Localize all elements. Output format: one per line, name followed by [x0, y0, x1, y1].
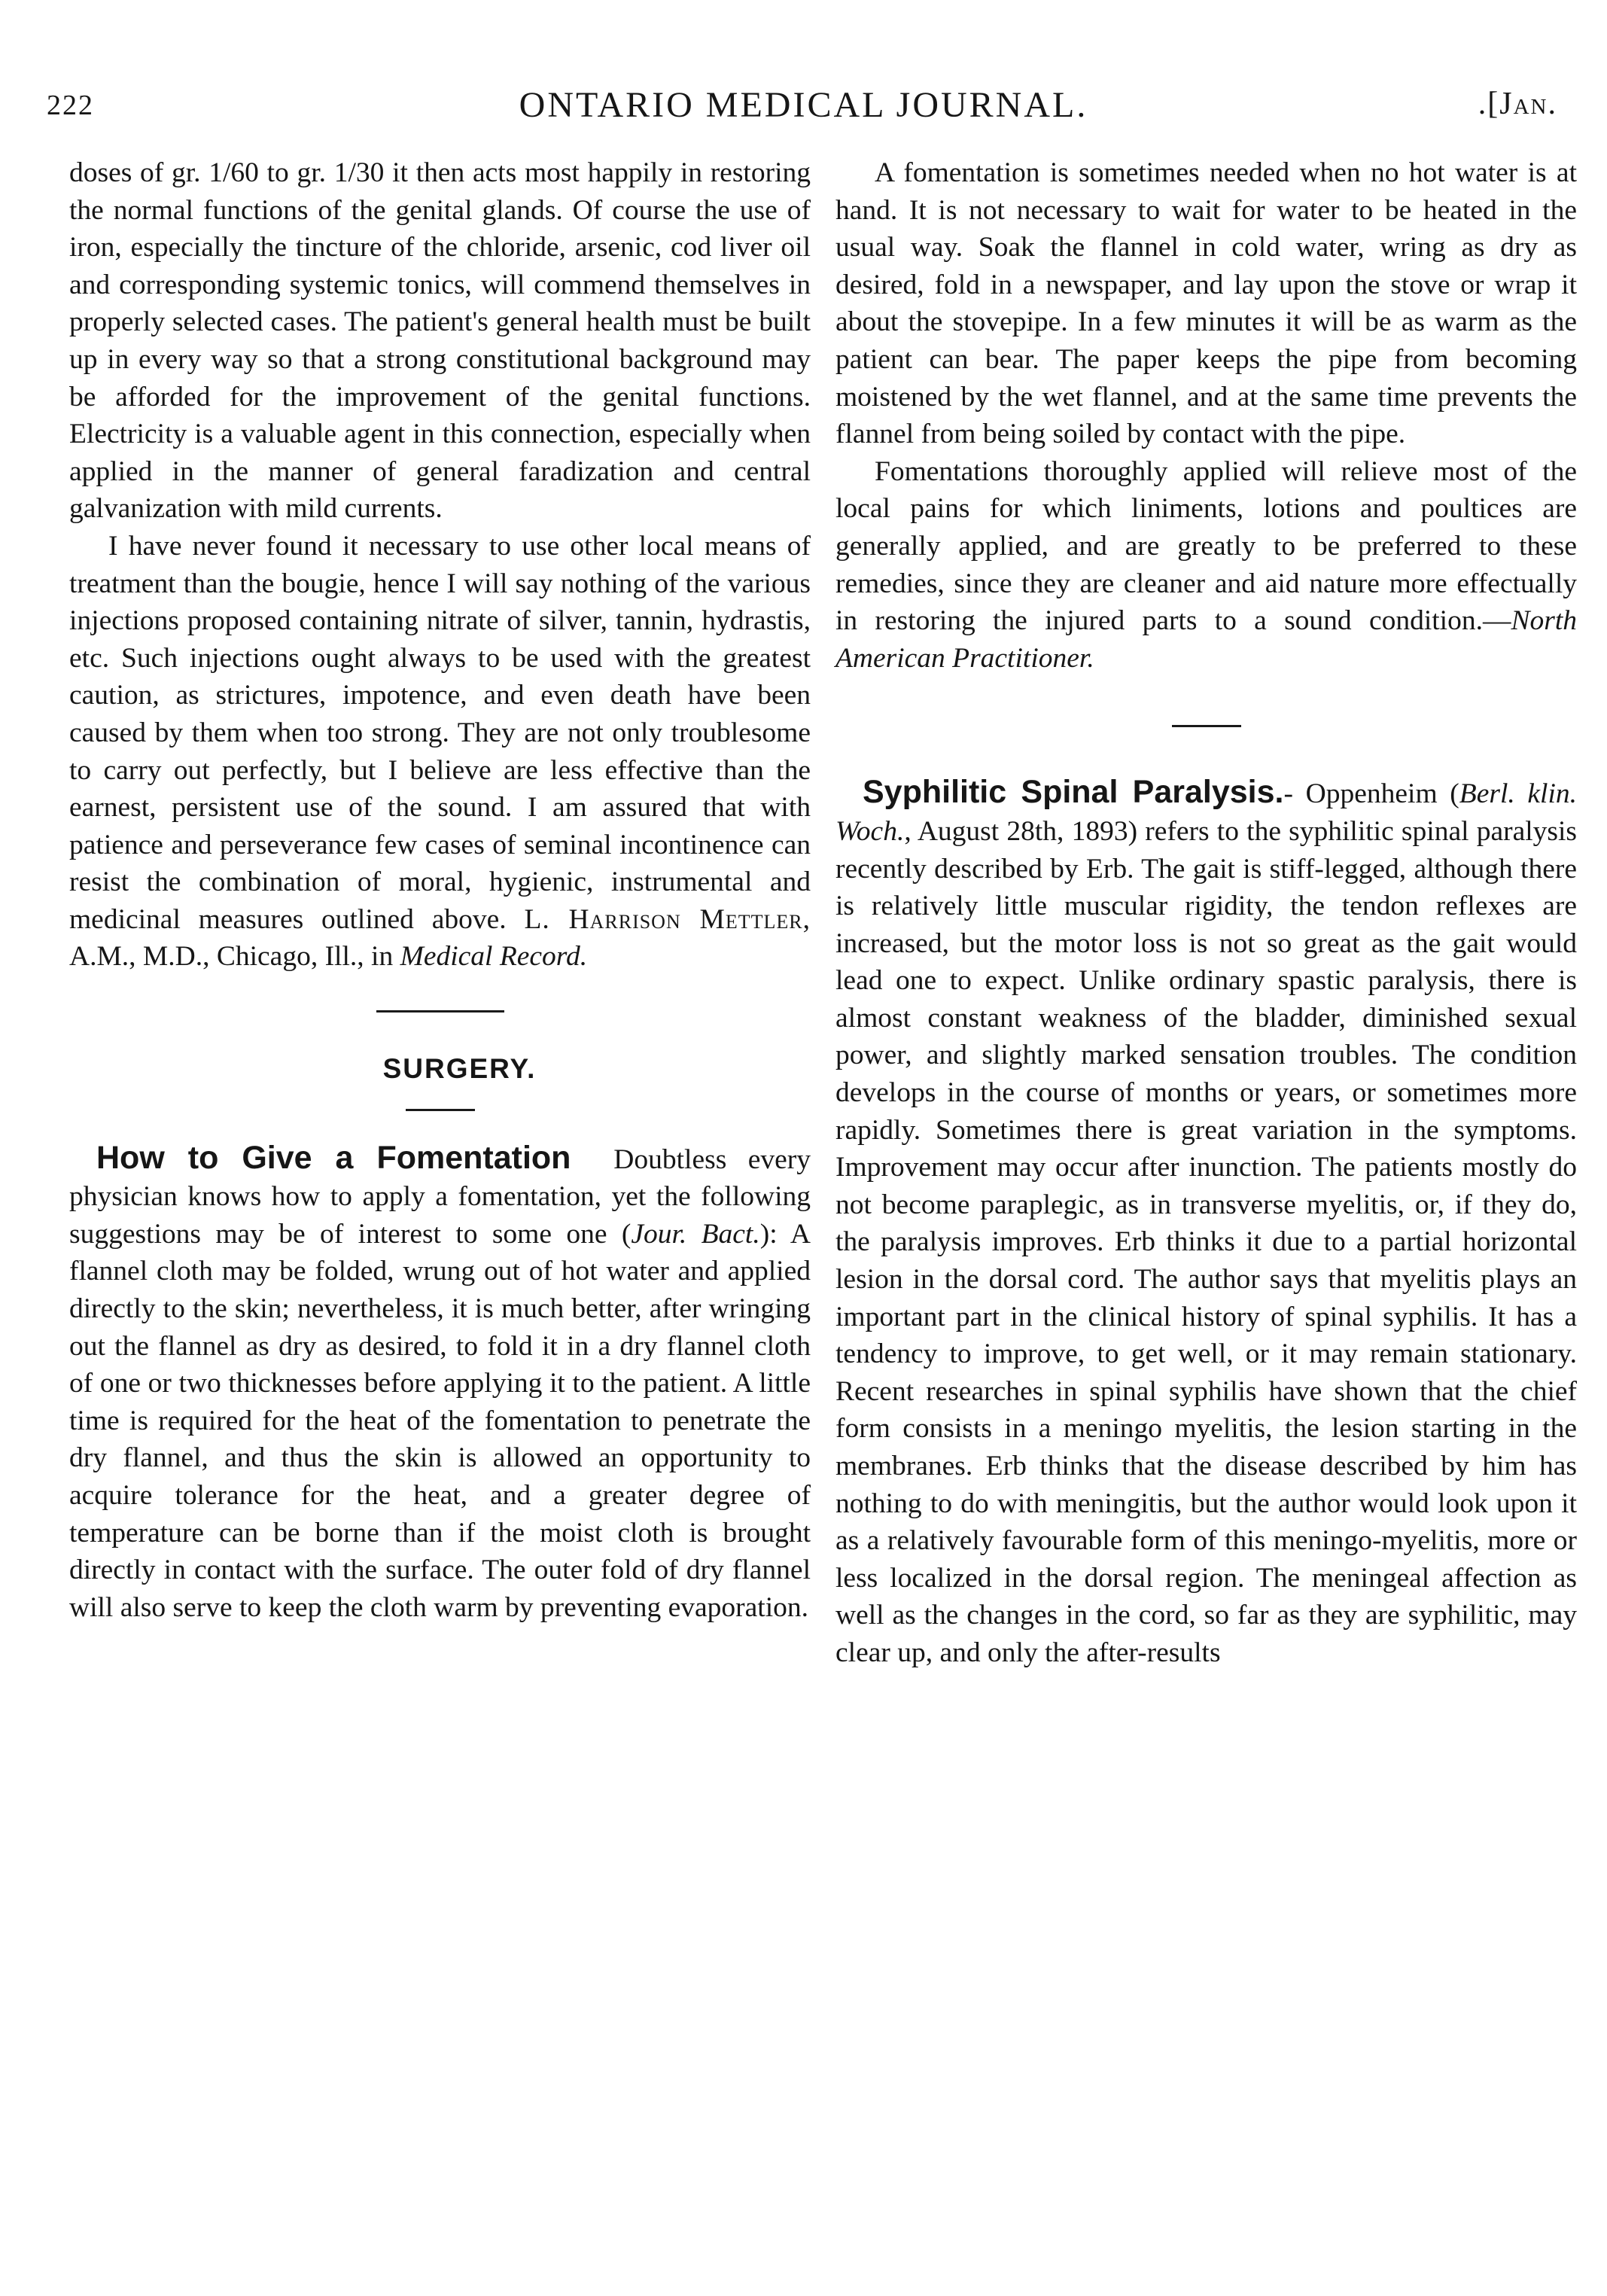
article-author: L. Harrison Mettler, [524, 903, 811, 935]
right-paragraph-1: A fomentation is sometimes needed when no hot water is at hand. It is not necessary to wait for water to be heated in the usual way. Soak the flannel in cold water, wring as dry as desired, fold in a newspaper, and lay upon the stove or wrap it about the stovepipe. In a few minutes it will be as warm as the patient can bear. The paper keeps the pipe from becoming moistened by the wet flannel, and at the same time prevents the flannel from being soiled by contact with the pipe. [835, 157, 1577, 450]
running-header [0, 84, 1607, 129]
article-title: Syphilitic Spinal Paralysis. [863, 774, 1284, 811]
source-citation: Medical Record. [400, 941, 588, 973]
source-citation: North American Practitioner. [835, 605, 1577, 674]
article-lead: - Oppenheim ( [1283, 778, 1459, 810]
author-credit: A.M., M.D., Chicago, Ill., in [69, 941, 394, 973]
right-column [835, 154, 1577, 1672]
divider-rule [376, 1010, 504, 1012]
article-paragraph [69, 1140, 811, 1627]
article-text: ): A flannel cloth may be folded, wrung out of hot water and applied directly to the skin; nevertheless, it is much better, after wringing out the flannel as dry as desired, to fold it in a dry flannel cloth of one or two thicknesses before applying it to the patient. A little time is required for the heat of the fomentation to penetrate the dry flannel, and thus the skin is allowed an opportunity to acquire tolerance for the heat, and a greater degree of temperature can be borne than if the moist cloth is brought directly in contact with the surface. The outer fold of dry flannel will also serve to keep the cloth warm by preventing evaporation. [69, 1218, 811, 1623]
article-title: How to Give a Fomentation [96, 1139, 571, 1176]
divider-rule [1172, 725, 1241, 727]
section-heading: SURGERY. [382, 1053, 537, 1085]
journal-title: ONTARIO MEDICAL JOURNAL. [519, 85, 1088, 125]
journal-citation: Berl. klin. Woch. [835, 778, 1578, 847]
left-column [69, 154, 811, 1626]
article-text: , August 28th, 1893) refers to the syphilitic spinal paralysis recently described by Erb. The gait is stiff-legged, although there is relatively little muscular rigidity, the tendon reflexes are increased, but the motor loss is not so great as the gait would lead one to expect. Unlike ordinary spastic paralysis, there is almost constant weakness of the bladder, diminished sexual power, and slightly marked sensation troubles. The condition develops in the course of months or years, or sometimes more rapidly. Sometimes there is great variation in the symptoms. Improvement may occur after inunction. The patients mostly do not become paraplegic, as in transverse myelitis, or, if they do, the paralysis improves. Erb thinks it due to a partial horizontal lesion in the dorsal cord. The author says that myelitis plays an important part in the clinical history of spinal syphilis. It has a tendency to improve, to get well, or it may remain stationary. Recent researches in spinal syphilis have shown that the chief form consists in a meningo myelitis, the lesion starting in the membranes. Erb thinks that the disease described by him has nothing to do with meningitis, but the author would look upon it as a relatively favourable form of this meningo-myelitis, more or less localized in the dorsal region. The meningeal affection as well as the changes in the cord, so far as they are syphilitic, may clear up, and only the after-results [835, 815, 1577, 1668]
article-paragraph [835, 774, 1577, 1671]
left-paragraph-2-text: I have never found it necessary to use other local means of treatment than the bougie, hence I will say nothing of the various injections proposed containing nitrate of silver, tannin, hydrastis, etc. Such injections ought always to be used with the greatest caution, as strictures, impotence, and even death have been caused by them when too strong. They are not only troublesome to carry out perfectly, but I believe are less effective than the earnest, persistent use of the sound. I am assured that with patience and perseverance few cases of seminal incontinence can resist the combination of moral, hygienic, instrumental and medicinal measures outlined above. [69, 530, 811, 935]
right-paragraph-2-text: Fomentations thoroughly applied will relieve most of the local pains for which liniments, lotions and poultices are generally applied, and are greatly to be preferred to these remedies, since they are cleaner and aid nature more effectually in restoring the injured parts to a sound condition.— [835, 455, 1577, 637]
article-text: Doubtless every physician knows how to apply a fomentation, yet the following suggestions may be of interest to some one ( [69, 1143, 811, 1250]
right-paragraph-2 [835, 453, 1577, 678]
issue-month: .[Jan. [1478, 87, 1557, 121]
left-paragraph-2 [69, 528, 811, 976]
divider-rule [406, 1109, 475, 1111]
page-number: 222 [47, 90, 94, 121]
journal-citation: Jour. Bact. [631, 1218, 760, 1250]
left-paragraph-1: doses of gr. 1/60 to gr. 1/30 it then acts most happily in restoring the normal functions of the genital glands. Of course the use of iron, especially the tincture of the chloride, arsenic, cod liver oil and corresponding systemic tonics, will commend themselves in properly selected cases. The patient's general health must be built up in every way so that a strong constitutional background may be afforded for the improvement of the genital functions. Electricity is a valuable agent in this connection, especially when applied in the manner of general faradization and central galvanization with mild currents. [69, 157, 811, 525]
